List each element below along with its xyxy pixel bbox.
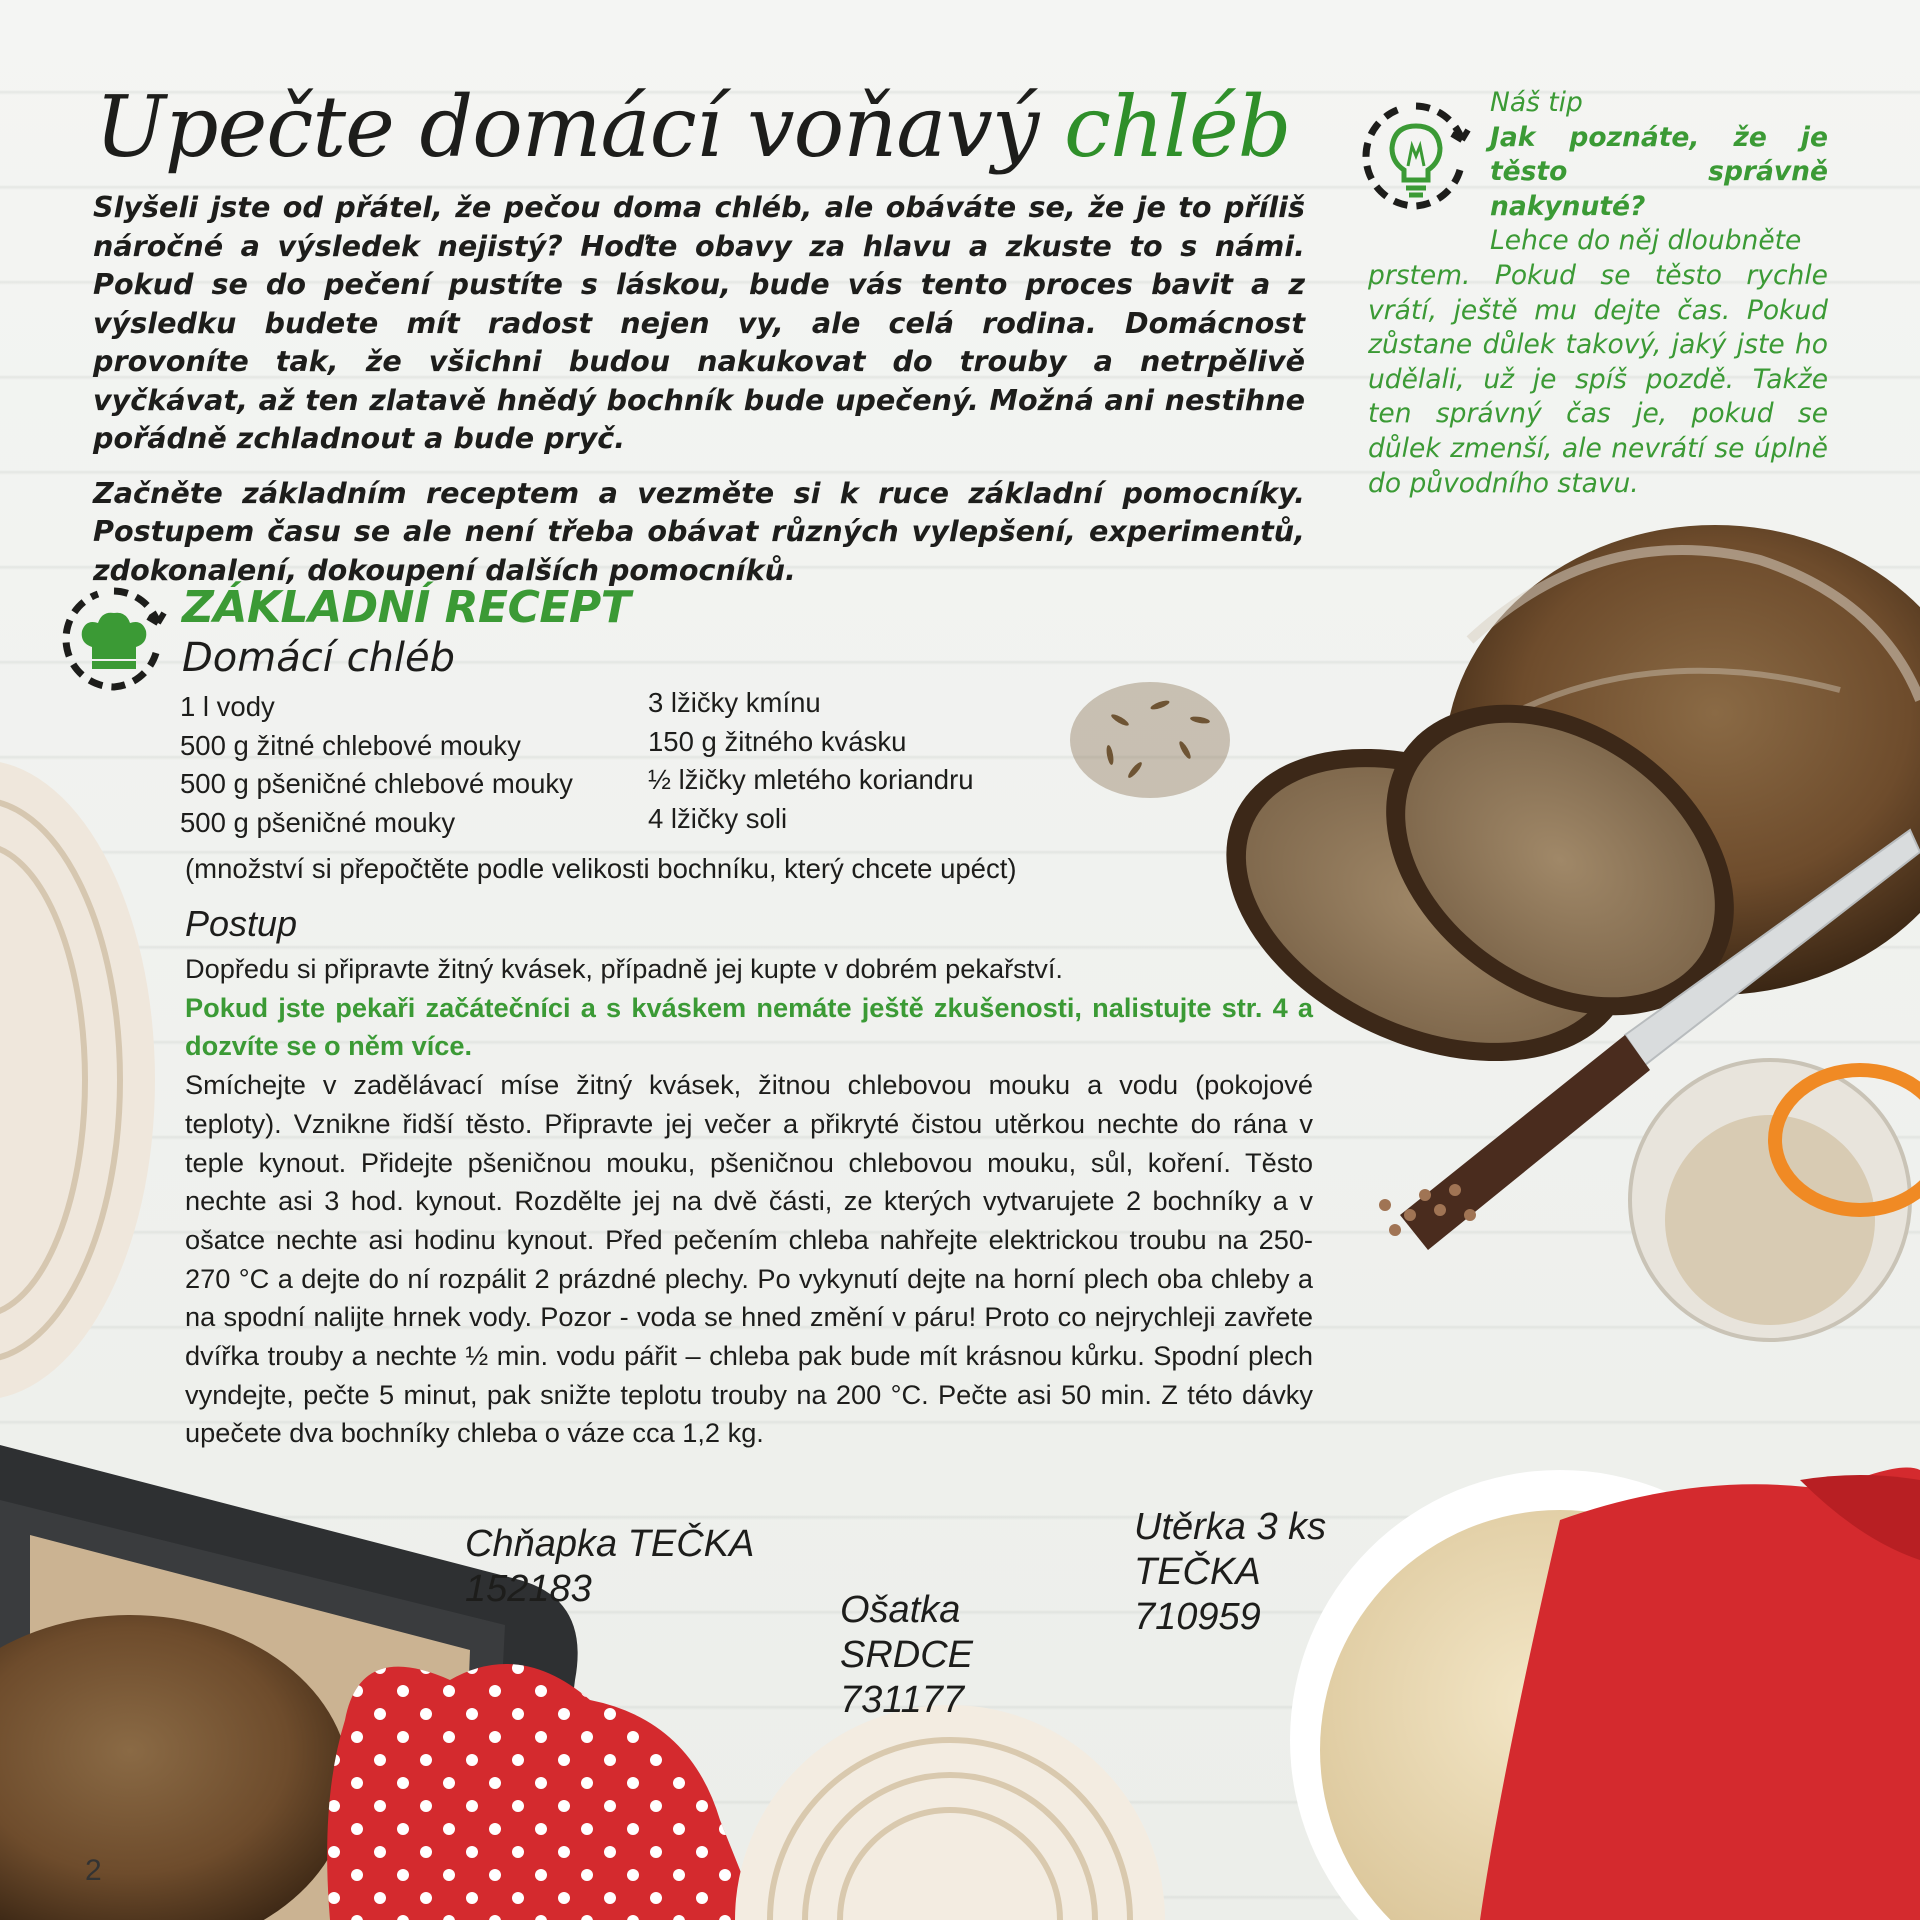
chef-hat-icon <box>60 585 168 693</box>
product-name: Utěrka 3 ks <box>1134 1506 1327 1548</box>
tip-body-first: Lehce do něj dloubněte <box>1490 225 1802 257</box>
product-name: Chňapka TEČKA <box>465 1523 755 1565</box>
ingredient-item: 150 g žitného kvásku <box>648 725 907 757</box>
page-number: 2 <box>85 1854 102 1887</box>
ingredient-item: 4 lžičky soli <box>648 802 788 834</box>
banneton-basket-left-image <box>0 760 155 1400</box>
procedure-text <box>185 950 1313 1453</box>
product-variant: SRDCE <box>840 1634 974 1676</box>
tip-question: Jak poznáte, že je těsto správně nakynuté? <box>1490 121 1828 222</box>
product-code: 731177 <box>840 1679 964 1721</box>
intro-paragraph-1: Slyšeli jste od přátel, že pečou doma chléb, ale obáváte se, že je to příliš náročné a výsledek nejistý? Hoďte obavy za hlavu a zkuste to s námi. Pokud se do pečení pustíte s láskou, bude vás tento proces bavit a z výsledku budete mít radost nejen vy, ale celá rodina. Domácnost provoníte tak, že všichni budou nakukovat do trouby a netrpělivě vyčkávat, až ten zlatavě hnědý bochník bude upečený. Možná ani nestihne pořádně zchladnout a bude pryč. <box>93 190 1305 455</box>
product-label-towel <box>1134 1505 1326 1640</box>
procedure-line-1: Dopředu si připravte žitný kvásek, případně jej kupte v dobrém pekařství. <box>185 953 1063 984</box>
intro-paragraph-2: Začněte základním receptem a vezměte si k ruce základní pomocníky. Postupem času se ale není třeba obávat různých vylepšení, experimentů, zdokonalení, dokoupení dalších pomocníků. <box>93 475 1305 587</box>
recipe-name: Domácí chléb <box>182 635 456 681</box>
ingredient-item: 500 g pšeničné chlebové mouky <box>180 768 573 800</box>
tip-label: Náš tip <box>1490 87 1583 118</box>
ingredient-item: ½ lžičky mletého koriandru <box>648 764 974 796</box>
product-code: 152183 <box>465 1568 592 1610</box>
tip-box <box>1368 86 1828 501</box>
ingredients-left <box>180 688 573 842</box>
intro-text <box>93 188 1305 589</box>
product-variant: TEČKA <box>1134 1551 1261 1593</box>
round-banneton-image <box>735 1705 1165 1920</box>
title-main: Upečte domácí voňavý <box>95 78 1064 176</box>
caraway-seeds-image <box>1070 682 1230 798</box>
ingredient-item: 500 g žitné chlebové mouky <box>180 729 521 761</box>
ingredients-right <box>648 684 974 838</box>
product-code: 710959 <box>1134 1596 1261 1638</box>
ingredient-item: 1 l vody <box>180 691 275 722</box>
red-oven-mitt-image <box>327 1664 760 1920</box>
recipe-heading: ZÁKLADNÍ RECEPT <box>182 582 631 633</box>
page-title <box>95 78 1291 176</box>
title-accent: chléb <box>1064 78 1291 176</box>
ingredients-note: (množství si přepočtěte podle velikosti bochníku, který chcete upéct) <box>185 853 1017 884</box>
ingredient-item: 500 g pšeničné mouky <box>180 806 456 838</box>
procedure-body: Smíchejte v zadělávací míse žitný kvásek, žitnou chlebovou mouku a vodu (pokojové teploty). Vznikne řidší těsto. Připravte jej večer a přikryté čistou utěrkou nechte do rána v teple kynout. Přidejte pšeničnou mouku, pšeničnou chlebovou mouku, sůl, koření. Těsto nechte asi 3 hod. kynout. Rozdělte jej na dvě části, ze kterých vytvarujete 2 bochníky a v ošatce nechte asi hodinu kynout. Před pečením chleba nahřejte elektrickou troubu na 250-270 °C a dejte do ní rozpálit 2 prázdné plechy. Po vykynutí dejte na horní plech oba chleby a na spodní nalijte hrnek vody. Pozor - voda se hned změní v páru! Proto co nejrychleji zavřete dvířka trouby a nechte ½ min. vodu pářit – chleba pak bude mít krásnou kůrku. Spodní plech vyndejte, pečte 5 minut, pak snižte teplotu trouby na 200 °C. Pečte asi 50 min. Z této dávky upečete dva bochníky chleba o váze cca 1,2 kg. <box>185 1069 1313 1449</box>
procedure-highlight: Pokud jste pekaři začátečníci a s kváskem nemáte ještě zkušenosti, nalistujte str. 4 a dozvíte se o něm více. <box>185 991 1313 1062</box>
sourdough-jar-image <box>1630 1060 1920 1340</box>
tip-body <box>1368 224 1828 501</box>
product-name: Ošatka <box>840 1589 961 1631</box>
ingredient-item: 3 lžičky kmínu <box>648 687 821 718</box>
tip-body-rest: prstem. Pokud se těsto rychle vrátí, ještě mu dejte čas. Pokud zůstane důlek takový, jaký jste ho udělali, už je spíš pozdě. Takže ten správný čas je, pokud se důlek zmenší, ale nevrátí se úplně do původního stavu. <box>1368 259 1828 499</box>
procedure-title: Postup <box>185 903 298 944</box>
product-label-oven-mitt <box>465 1522 754 1612</box>
product-label-banneton <box>840 1588 973 1723</box>
